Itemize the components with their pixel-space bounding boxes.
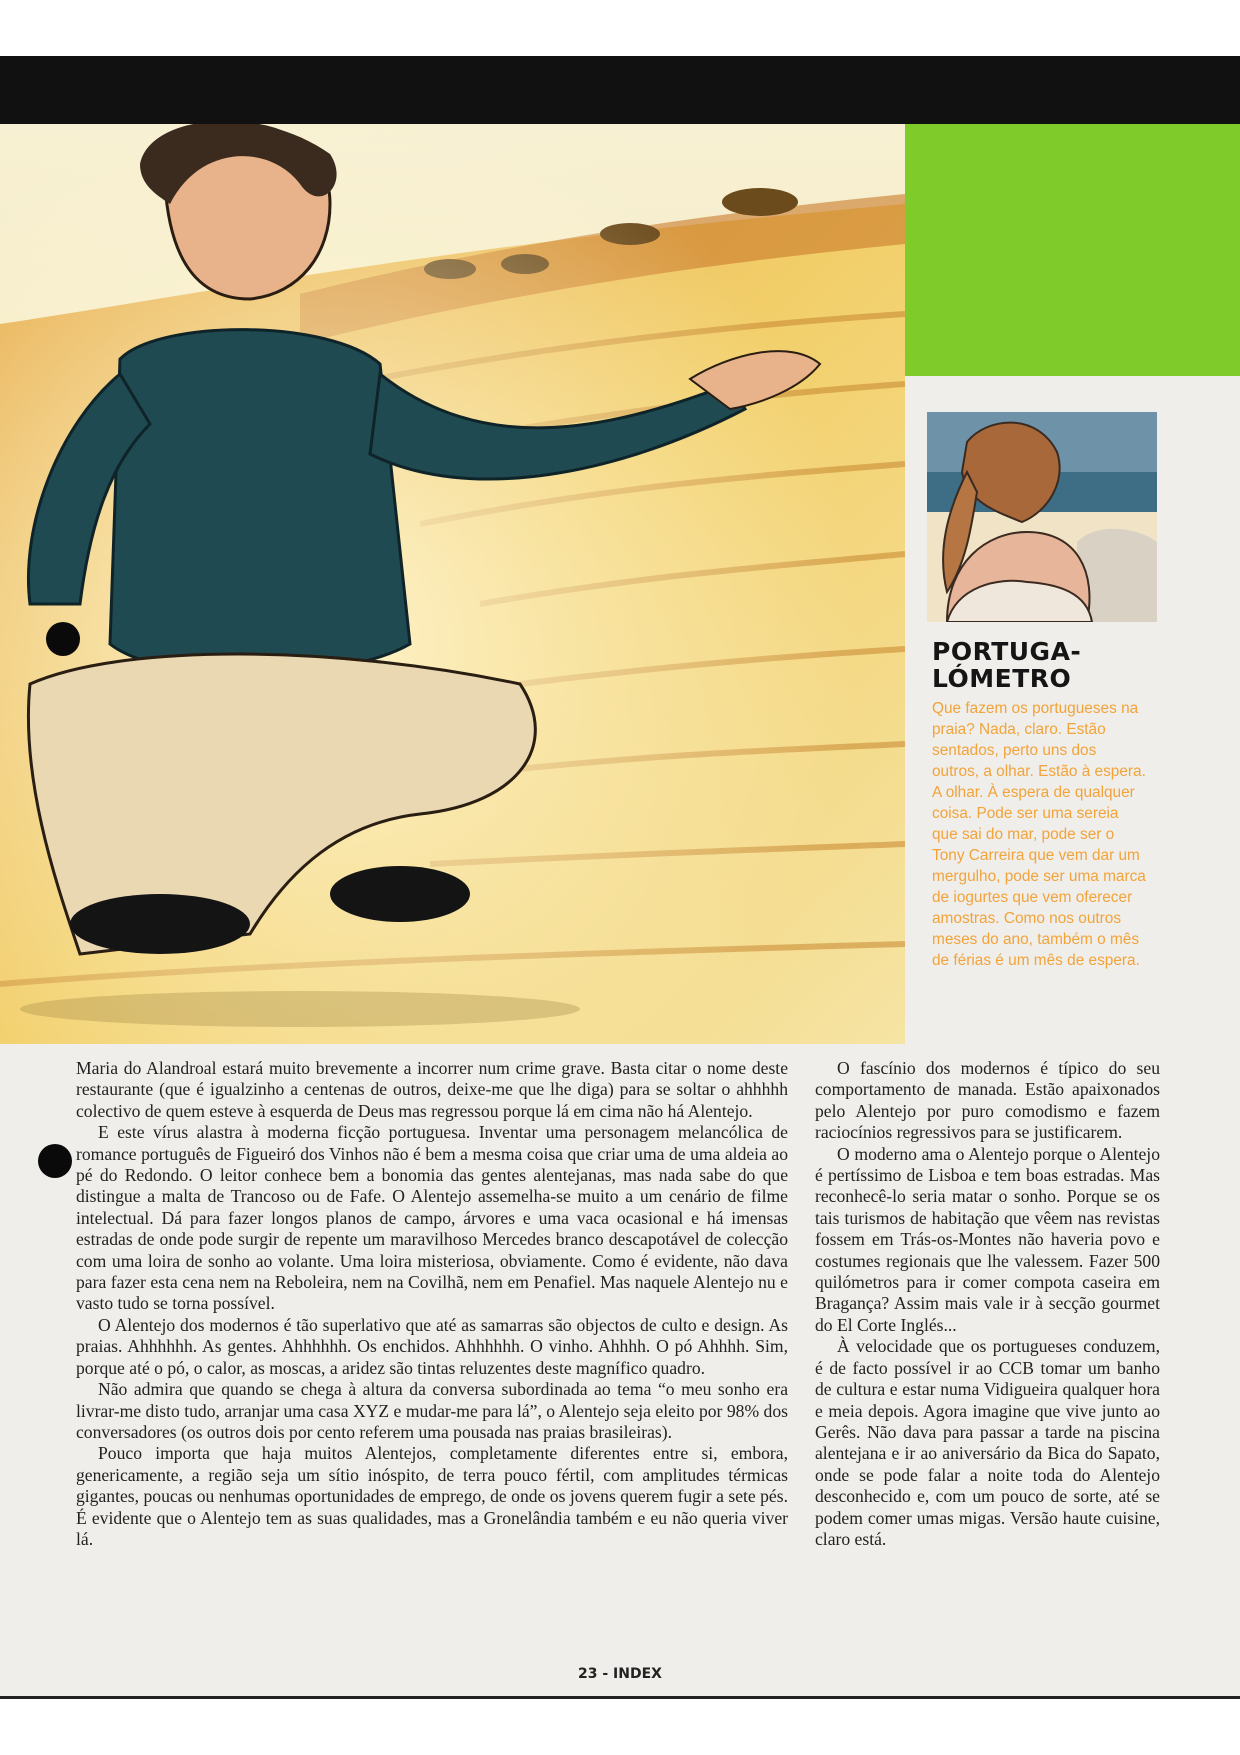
sidebar-title	[932, 638, 1162, 692]
article-paragraph: O moderno ama o Alentejo porque o Alentejo é pertíssimo de Lisboa e tem boas estradas. Mas reconhecê-lo seria matar o sonho. Porque se os tais turismos de habitação que vêem nas revistas fossem em Trás-os-Montes não haveria povo e costumes regionais que lhe valessem. Fazer 500 quilómetros para ir comer compota caseira em Bragança? Assim mais vale ir à secção gourmet do El Corte Inglés...	[815, 1143, 1160, 1335]
article-column-left	[76, 1058, 788, 1550]
article-paragraph: À velocidade que os portugueses conduzem, é de facto possível ir ao CCB tomar um banho de cultura e estar numa Vidigueira qualquer hora e meia depois. Agora imagine que vive junto ao Gerês. Não dava para passar a tarde na piscina alentejana e ir ao aniversário da Bica do Sapato, onde se pode falar a noite toda do Alentejo desconhecido e, com um pouco de sorte, até se podem comer umas migas. Versão haute cuisine, claro está.	[815, 1336, 1160, 1549]
article-paragraph: Pouco importa que haja muitos Alentejos, completamente diferentes entre si, embora, genericamente, a região seja um sítio inóspito, de terra pouco fértil, com amplitudes térmicas gigantes, poucas ou nenhumas oportunidades de emprego, de onde os jovens querem fugir a sete pés. É evidente que o Alentejo tem as suas qualidades, mas a Gronelândia também e eu não queria viver lá.	[76, 1443, 788, 1549]
green-color-block	[905, 124, 1240, 376]
sidebar-body-text: Que fazem os portugueses na praia? Nada, claro. Estão sentados, perto uns dos outros, a olhar. Estão à espera. A olhar. À espera de qualquer coisa. Pode ser uma sereia que sai do mar, pode ser o Tony Carreira que vem dar um mergulho, pode ser uma marca de iogurtes que vem oferecer amostras. Como nos outros meses do ano, também o mês de férias é um mês de espera.	[932, 700, 1146, 969]
beach-girl-illustration	[927, 412, 1157, 622]
article-paragraph: Maria do Alandroal estará muito brevemente a incorrer num crime grave. Basta citar o nome deste restaurante (que é igualzinho a centenas de outros, deixe-me que lhe diga) para se soltar o ahhhhh colectivo de quem esteve à esquerda de Deus mas regressou porque lá em cima não há Alentejo.	[76, 1058, 788, 1121]
article-paragraph: O Alentejo dos modernos é tão superlativo que até as samarras são objectos de culto e design. As praias. Ahhhhhh. As gentes. Ahhhhhh. Os enchidos. Ahhhhhh. O vinho. Ahhhh. O pó Ahhhh. Sim, porque até o pó, o calor, as moscas, a aridez são tintas reluzentes deste magnífico quadro.	[76, 1314, 788, 1378]
margin-dot	[46, 622, 80, 656]
magazine-page	[0, 56, 1240, 1696]
sidebar-title-line-1: PORTUGA-	[932, 637, 1082, 666]
article-paragraph: O fascínio dos modernos é típico do seu comportamento de manada. Estão apaixonados pelo Alentejo por puro comodismo e fazem raciocínios regressivos para se justificarem.	[815, 1058, 1160, 1143]
bottom-rule	[0, 1696, 1240, 1699]
article-paragraph: E este vírus alastra à moderna ficção portuguesa. Inventar uma personagem melancólica de romance português de Figueiró dos Vinhos não é bem a mesma coisa que criar uma de uma aldeia ao pé do Redondo. O leitor conhece bem a bonomia das gentes alentejanas, mas nada sabe do que distingue a malta de Trancoso ou de Fafe. O Alentejo assemelha-se muito a um cenário de filme intelectual. Dá para fazer longos planos de campo, árvores e uma vaca ocasional e há imensas estradas de onde pode surgir de repente um maravilhoso Mercedes branco descapotável de colecção com uma loira de sonho ao volante. Uma loira misteriosa, obviamente. Como é evidente, não dava para fazer esta cena nem na Reboleira, nem na Covilhã, nem em Penafiel. Mas naquele Alentejo nu e vasto tudo se torna possível.	[76, 1122, 788, 1314]
article-column-right	[815, 1058, 1160, 1550]
article-paragraph: Não admira que quando se chega à altura da conversa subordinada ao tema “o meu sonho era livrar-me disto tudo, arranjar uma casa XYZ e mudar-me para lá”, o Alentejo seja eleito por 98% dos conversadores (os outros dois por cento referem uma pousada nas praias brasileiras).	[76, 1379, 788, 1442]
top-black-band	[0, 56, 1240, 124]
meditating-man-illustration	[0, 124, 905, 1044]
page-folio: 23 - INDEX	[578, 1666, 662, 1682]
sidebar-title-line-2: LÓMETRO	[932, 664, 1072, 693]
margin-dot	[38, 1144, 72, 1178]
